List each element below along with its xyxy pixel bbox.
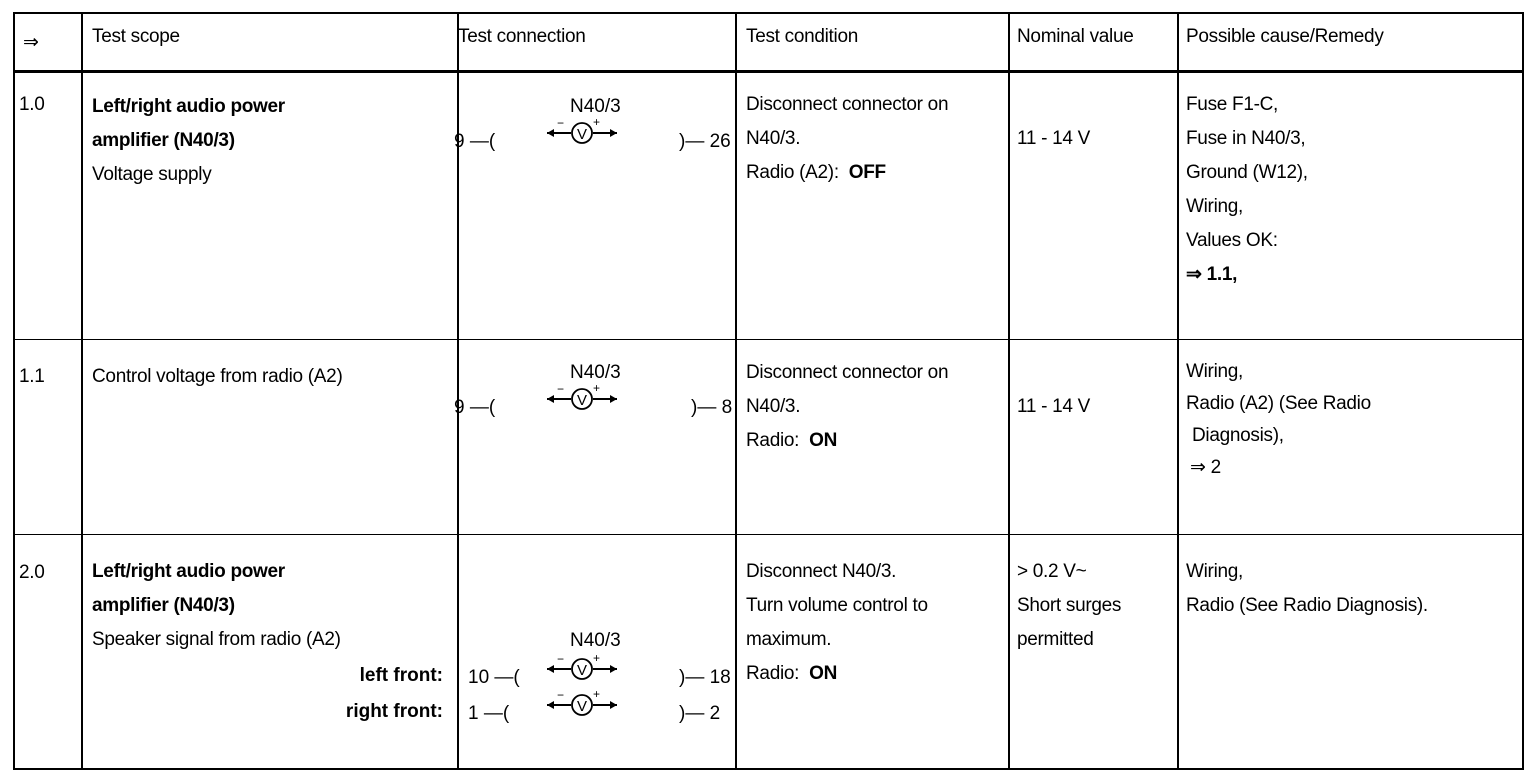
cause-cell (1186, 88, 1308, 292)
pin-left: 1 —( (468, 703, 510, 724)
cause-item: Radio (A2) (See Radio (1186, 393, 1371, 414)
nominal-value-cell: 11 - 14 V (1017, 396, 1090, 417)
voltmeter-icon (547, 381, 617, 414)
connector-label: N40/3 (570, 362, 621, 383)
header-possible-cause: Possible cause/Remedy (1186, 26, 1384, 47)
diagnosis-table (13, 12, 1524, 770)
nominal-line: permitted (1017, 629, 1094, 650)
test-scope-cell (92, 90, 285, 192)
test-condition-cell (746, 356, 948, 458)
pin-left-number: 9 (454, 397, 465, 418)
pin-right: )— 26 (679, 131, 731, 152)
meter-plus: + (593, 651, 601, 665)
row-divider (15, 339, 1522, 340)
condition-line: Turn volume control to (746, 595, 928, 616)
col-divider (1008, 14, 1010, 768)
step-number: 2.0 (19, 562, 45, 583)
cause-cell (1186, 356, 1371, 484)
meter-plus: + (593, 115, 601, 129)
meter-minus: − (557, 652, 565, 666)
test-condition-cell (746, 88, 948, 190)
voltmeter-icon (547, 651, 617, 684)
nominal-line: Short surges (1017, 595, 1122, 616)
cause-cell (1186, 555, 1428, 623)
pin-right-number: 2 (709, 703, 721, 724)
cause-next-step: ⇒ 1.1, (1186, 264, 1238, 285)
scope-title: amplifier (N40/3) (92, 595, 235, 616)
condition-line (746, 156, 948, 190)
pin-right-number: 26 (709, 131, 731, 152)
nominal-line: > 0.2 V~ (1017, 561, 1087, 582)
scope-title: amplifier (N40/3) (92, 130, 235, 151)
meter-minus: − (557, 382, 565, 396)
cause-item: Wiring, (1186, 361, 1244, 382)
header-test-connection: Test connection (458, 26, 586, 47)
test-condition-cell (746, 555, 928, 691)
header-test-condition: Test condition (746, 26, 858, 47)
cause-item: Ground (W12), (1186, 162, 1308, 183)
pin-left: 9 —( (454, 131, 496, 152)
condition-prefix: Radio: (746, 663, 800, 684)
cause-item: Fuse F1-C, (1186, 94, 1279, 115)
condition-line: Disconnect N40/3. (746, 561, 897, 582)
pin-right: )— 8 (691, 397, 733, 418)
condition-prefix: Radio: (746, 430, 800, 451)
header-test-scope: Test scope (92, 26, 180, 47)
pin-left: 10 —( (468, 667, 520, 688)
connector-label: N40/3 (570, 630, 621, 651)
nominal-value-cell (1017, 555, 1121, 657)
scope-subtitle: Speaker signal from radio (A2) (92, 629, 341, 650)
condition-line (746, 657, 928, 691)
pin-left: 9 —( (454, 397, 496, 418)
col-divider (457, 14, 459, 768)
condition-line: Disconnect connector on (746, 362, 949, 383)
pin-right-number: 18 (709, 667, 731, 688)
meter-plus: + (593, 687, 601, 701)
left-front-label: left front: (359, 665, 443, 686)
header-arrow: ⇒ (23, 32, 39, 53)
header-divider (15, 70, 1522, 73)
cause-item: Diagnosis), (1192, 425, 1284, 446)
right-front-label: right front: (345, 701, 443, 722)
meter-plus: + (593, 381, 601, 395)
step-number: 1.0 (19, 94, 45, 115)
col-divider (735, 14, 737, 768)
pin-right-number: 8 (721, 397, 733, 418)
scope-title: Left/right audio power (92, 561, 285, 582)
condition-line: N40/3. (746, 128, 801, 149)
condition-state: ON (809, 430, 837, 451)
meter-minus: − (557, 116, 565, 130)
pin-right: )— 2 (679, 703, 721, 724)
voltmeter-icon (547, 115, 617, 148)
test-scope-cell: Control voltage from radio (A2) (92, 366, 343, 387)
nominal-value-cell: 11 - 14 V (1017, 128, 1090, 149)
row-divider (15, 534, 1522, 535)
pin-left-number: 1 (468, 703, 479, 724)
pin-left-number: 9 (454, 131, 465, 152)
cause-item: Fuse in N40/3, (1186, 128, 1306, 149)
meter-letter: V (577, 392, 588, 409)
cause-next-step: ⇒ 2 (1190, 457, 1221, 478)
step-number: 1.1 (19, 366, 45, 387)
cause-item: Wiring, (1186, 561, 1244, 582)
col-divider (81, 14, 83, 768)
scope-title: Left/right audio power (92, 96, 285, 117)
scope-subtitle: Voltage supply (92, 164, 212, 185)
cause-item: Radio (See Radio Diagnosis). (1186, 595, 1428, 616)
condition-prefix: Radio (A2): (746, 162, 839, 183)
cause-item: Wiring, (1186, 196, 1244, 217)
condition-state: ON (809, 663, 837, 684)
meter-letter: V (577, 126, 588, 143)
condition-line: maximum. (746, 629, 832, 650)
meter-letter: V (577, 662, 588, 679)
header-nominal-value: Nominal value (1017, 26, 1134, 47)
connector-label: N40/3 (570, 96, 621, 117)
test-scope-cell (92, 555, 341, 657)
pin-right: )— 18 (679, 667, 731, 688)
condition-state: OFF (848, 162, 886, 183)
voltmeter-icon (547, 687, 617, 720)
cause-item: Values OK: (1186, 230, 1278, 251)
condition-line: Disconnect connector on (746, 94, 949, 115)
condition-line (746, 424, 948, 458)
pin-left-number: 10 (468, 667, 490, 688)
col-divider (1177, 14, 1179, 768)
meter-letter: V (577, 698, 588, 715)
meter-minus: − (557, 688, 565, 702)
condition-line: N40/3. (746, 396, 801, 417)
